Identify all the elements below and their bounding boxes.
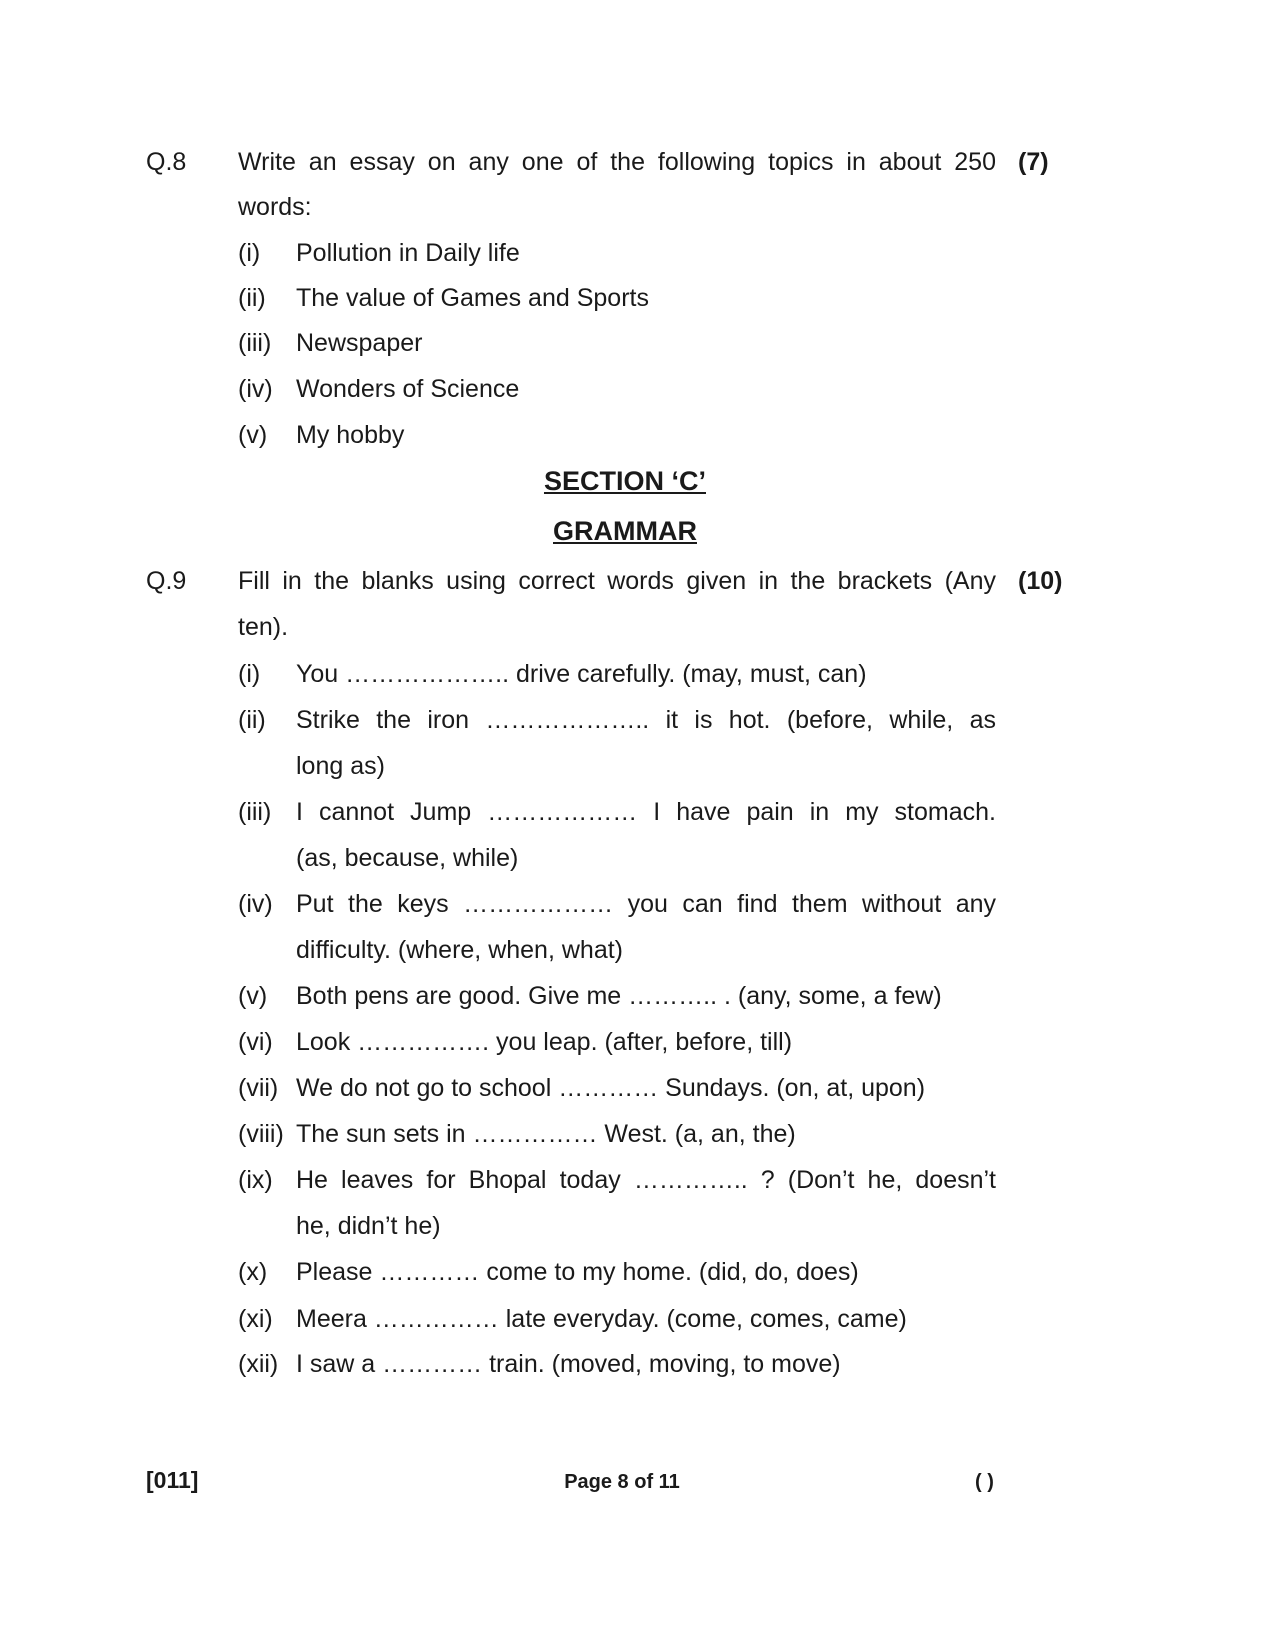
topic-number: (iv) <box>238 375 273 403</box>
blank-item-text: He leaves for Bhopal today ………….. ? (Don’t he, doesn’t <box>296 1166 996 1194</box>
topic-item: Pollution in Daily life <box>296 239 520 267</box>
blank-item-text: I cannot Jump ……………… I have pain in my stomach. <box>296 798 996 826</box>
blank-item-number: (iii) <box>238 798 272 826</box>
topic-number: (i) <box>238 239 261 267</box>
topic-number: (ii) <box>238 284 266 312</box>
topic-item: The value of Games and Sports <box>296 284 649 312</box>
question-9-prompt-line2: ten). <box>238 613 289 641</box>
blank-item-number: (xii) <box>238 1350 279 1378</box>
paper-code: [011] <box>146 1467 199 1493</box>
blank-item-text-cont: difficulty. (where, when, what) <box>296 936 623 964</box>
blank-item-number: (xi) <box>238 1305 273 1333</box>
blank-item-number: (ix) <box>238 1166 273 1194</box>
question-8-number: Q.8 <box>146 148 187 176</box>
question-8-marks: (7) <box>1018 148 1049 176</box>
blank-item-text: Both pens are good. Give me ……….. . (any, some, a few) <box>296 982 942 1010</box>
section-title: SECTION ‘C’ <box>543 466 706 496</box>
blank-item-text: We do not go to school ………… Sundays. (on, at, upon) <box>296 1074 926 1102</box>
blank-item-text: The sun sets in …………… West. (a, an, the) <box>296 1120 796 1148</box>
blank-item-number: (i) <box>238 660 261 688</box>
blank-item-text-cont: he, didn’t he) <box>296 1212 441 1240</box>
footer-right-mark: ( ) <box>975 1471 994 1493</box>
question-8-prompt-line1: Write an essay on any one of the following topics in about 250 <box>238 148 996 176</box>
blank-item-number: (iv) <box>238 890 273 918</box>
blank-item-number: (ii) <box>238 706 266 734</box>
topic-number: (iii) <box>238 329 272 357</box>
question-9-prompt-line1: Fill in the blanks using correct words given in the brackets (Any <box>238 567 996 595</box>
blank-item-number: (vi) <box>238 1028 273 1056</box>
blank-item-number: (vii) <box>238 1074 279 1102</box>
blank-item-text: Look ……………. you leap. (after, before, till) <box>296 1028 793 1056</box>
question-9-marks: (10) <box>1018 567 1063 595</box>
topic-item: Wonders of Science <box>296 375 520 403</box>
blank-item-text: Meera …………… late everyday. (come, comes, came) <box>296 1305 907 1333</box>
blank-item-number: (viii) <box>238 1120 284 1148</box>
blank-item-text: Put the keys ……………… you can find them without any <box>296 890 996 918</box>
blank-item-number: (x) <box>238 1258 268 1286</box>
blank-item-text: Please ………… come to my home. (did, do, does) <box>296 1258 859 1286</box>
blank-item-text: I saw a ………… train. (moved, moving, to move) <box>296 1350 841 1378</box>
section-subtitle: GRAMMAR <box>553 516 697 546</box>
blank-item-text: Strike the iron ……………….. it is hot. (before, while, as <box>296 706 996 734</box>
blank-item-number: (v) <box>238 982 268 1010</box>
page-number: Page 8 of 11 <box>564 1471 680 1493</box>
topic-item: Newspaper <box>296 329 423 357</box>
question-8-prompt-line2: words: <box>238 193 312 221</box>
blank-item-text: You ……………….. drive carefully. (may, must, can) <box>296 660 867 688</box>
question-9-number: Q.9 <box>146 567 187 595</box>
blank-item-text-cont: (as, because, while) <box>296 844 519 872</box>
topic-number: (v) <box>238 421 268 449</box>
blank-item-text-cont: long as) <box>296 752 385 780</box>
topic-item: My hobby <box>296 421 405 449</box>
